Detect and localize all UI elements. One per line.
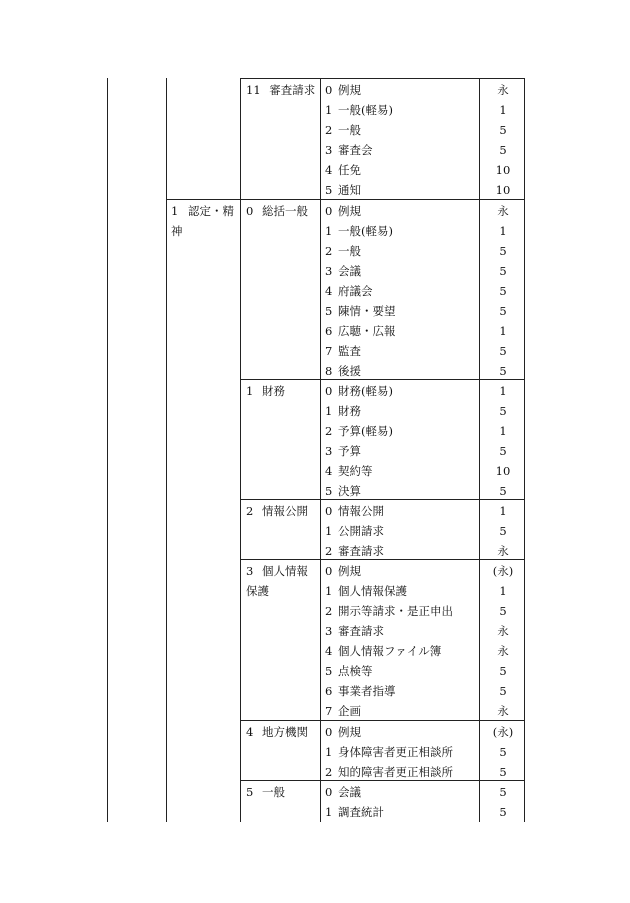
item-code: 6 (325, 324, 333, 338)
item-name: 例規 (338, 83, 361, 97)
item-name: 決算 (338, 484, 361, 498)
item-retention: 1 (499, 424, 507, 438)
item-code: 0 (325, 83, 333, 97)
item-retention: 5 (499, 364, 507, 378)
item-retention: 永 (497, 544, 509, 558)
item-retention: (永) (492, 564, 514, 578)
item-retention: 10 (495, 163, 511, 177)
item-name: 通知 (338, 183, 361, 197)
item-name: 企画 (338, 704, 361, 718)
level1-label (171, 201, 241, 241)
item-code: 1 (325, 224, 333, 238)
item-retention: 永 (497, 704, 509, 718)
item-code: 6 (325, 684, 333, 698)
item-code: 1 (325, 103, 333, 117)
item-code: 5 (325, 664, 333, 678)
item-retention: 5 (499, 284, 507, 298)
item-retention: 5 (499, 604, 507, 618)
item-code: 5 (325, 183, 333, 197)
group-code: 3 (246, 564, 254, 578)
group-name: 総括一般 (261, 204, 308, 218)
item-code: 3 (325, 444, 333, 458)
item-name: 審査請求 (338, 624, 384, 638)
item-code: 1 (325, 805, 333, 819)
item-code: 0 (325, 564, 333, 578)
level1-code: 1 (171, 204, 179, 218)
item-name: 一般(軽易) (338, 103, 393, 117)
item-code: 0 (325, 384, 333, 398)
item-code: 0 (325, 725, 333, 739)
item-code: 0 (325, 504, 333, 518)
item-name: 一般 (338, 123, 361, 137)
item-name: 会議 (338, 264, 361, 278)
group-label (246, 782, 318, 802)
table-rule-level2-left (240, 78, 241, 822)
item-retention: 永 (497, 83, 509, 97)
item-code: 4 (325, 163, 333, 177)
item-code: 1 (325, 584, 333, 598)
item-retention: 5 (499, 244, 507, 258)
item-retention: 5 (499, 524, 507, 538)
item-code: 2 (325, 765, 333, 779)
item-code: 3 (325, 624, 333, 638)
item-code: 7 (325, 344, 333, 358)
level1-name: 認定・精神 (171, 204, 234, 238)
item-name: 例規 (338, 725, 361, 739)
item-name: 予算(軽易) (338, 424, 393, 438)
item-retention: 1 (499, 324, 507, 338)
item-name: 広聴・広報 (338, 324, 396, 338)
group-label (246, 561, 318, 601)
item-code: 4 (325, 464, 333, 478)
item-code: 5 (325, 304, 333, 318)
item-name: 個人情報ファイル簿 (338, 644, 442, 658)
item-retention: 5 (499, 684, 507, 698)
item-name: 後援 (338, 364, 361, 378)
item-name: 監査 (338, 344, 361, 358)
table-rule-top (240, 78, 525, 79)
group-name: 情報公開 (261, 504, 308, 518)
item-code: 1 (325, 404, 333, 418)
item-retention: 5 (499, 123, 507, 137)
item-code: 3 (325, 143, 333, 157)
item-retention: 永 (497, 644, 509, 658)
item-name: 例規 (338, 564, 361, 578)
item-name: 任免 (338, 163, 361, 177)
table-rule-level1-left (166, 78, 167, 822)
item-name: 事業者指導 (338, 684, 396, 698)
item-code: 2 (325, 604, 333, 618)
item-code: 3 (325, 264, 333, 278)
item-code: 7 (325, 704, 333, 718)
group-code: 2 (246, 504, 254, 518)
item-retention: 1 (499, 224, 507, 238)
group-name: 地方機関 (261, 725, 308, 739)
item-name: 一般 (338, 244, 361, 258)
item-name: 一般(軽易) (338, 224, 393, 238)
item-retention: 1 (499, 103, 507, 117)
group-name: 審査請求 (269, 83, 316, 97)
item-name: 陳情・要望 (338, 304, 396, 318)
item-name: 公開請求 (338, 524, 384, 538)
item-retention: 5 (499, 805, 507, 819)
group-name: 財務 (261, 384, 285, 398)
group-code: 11 (246, 83, 261, 97)
item-retention: 5 (499, 444, 507, 458)
item-code: 2 (325, 544, 333, 558)
item-name: 審査請求 (338, 544, 384, 558)
item-retention: 5 (499, 304, 507, 318)
group-label (246, 201, 318, 221)
item-name: 会議 (338, 785, 361, 799)
item-code: 4 (325, 644, 333, 658)
group-label (246, 722, 318, 742)
item-retention: 永 (497, 624, 509, 638)
item-retention: 永 (497, 204, 509, 218)
item-name: 財務 (338, 404, 361, 418)
item-name: 開示等請求・是正申出 (338, 604, 453, 618)
group-code: 0 (246, 204, 254, 218)
item-retention: 5 (499, 664, 507, 678)
group-label (246, 80, 318, 100)
item-code: 8 (325, 364, 333, 378)
item-code: 2 (325, 123, 333, 137)
item-name: 審査会 (338, 143, 373, 157)
item-name: 財務(軽易) (338, 384, 393, 398)
group-label (246, 501, 318, 521)
item-retention: 5 (499, 745, 507, 759)
item-name: 身体障害者更正相談所 (338, 745, 453, 759)
item-name: 知的障害者更正相談所 (338, 765, 453, 779)
group-label (246, 381, 318, 401)
item-retention: 5 (499, 264, 507, 278)
item-retention: 5 (499, 765, 507, 779)
item-name: 調査統計 (338, 805, 384, 819)
item-retention: 5 (499, 484, 507, 498)
group-name: 個人情報保護 (246, 564, 308, 598)
item-code: 2 (325, 244, 333, 258)
item-code: 5 (325, 484, 333, 498)
item-retention: 5 (499, 344, 507, 358)
item-code: 1 (325, 745, 333, 759)
item-retention: 1 (499, 584, 507, 598)
item-code: 0 (325, 204, 333, 218)
item-name: 個人情報保護 (338, 584, 407, 598)
table-rule-retention-left (479, 78, 480, 822)
item-name: 例規 (338, 204, 361, 218)
item-retention: 5 (499, 785, 507, 799)
item-code: 4 (325, 284, 333, 298)
item-name: 府議会 (338, 284, 373, 298)
group-name: 一般 (261, 785, 285, 799)
item-retention: (永) (492, 725, 514, 739)
item-name: 点検等 (338, 664, 373, 678)
item-retention: 10 (495, 464, 511, 478)
item-name: 契約等 (338, 464, 373, 478)
item-name: 予算 (338, 444, 361, 458)
item-retention: 5 (499, 404, 507, 418)
item-name: 情報公開 (338, 504, 384, 518)
item-retention: 1 (499, 504, 507, 518)
group-code: 1 (246, 384, 254, 398)
table-rule-item-left (320, 78, 321, 822)
item-code: 0 (325, 785, 333, 799)
table-rule-right (524, 78, 525, 822)
item-retention: 5 (499, 143, 507, 157)
item-code: 2 (325, 424, 333, 438)
group-code: 4 (246, 725, 254, 739)
item-retention: 10 (495, 183, 511, 197)
group-code: 5 (246, 785, 254, 799)
item-retention: 1 (499, 384, 507, 398)
item-code: 1 (325, 524, 333, 538)
table-rule-outer-left (107, 78, 108, 822)
